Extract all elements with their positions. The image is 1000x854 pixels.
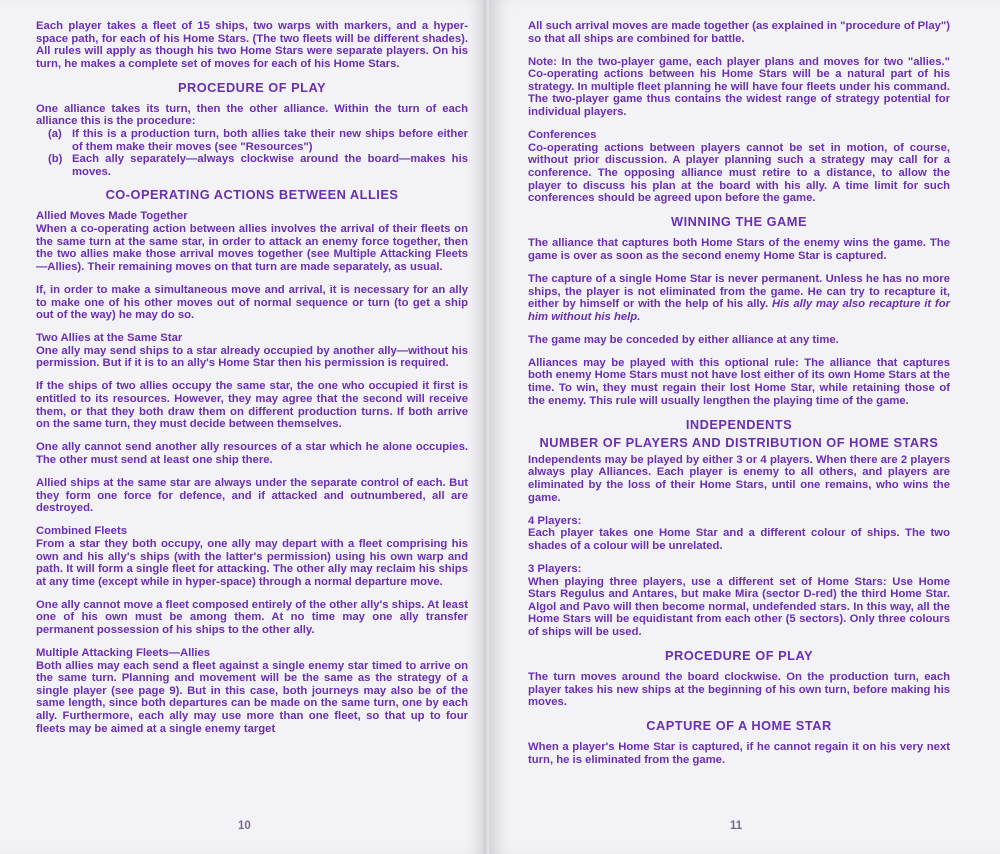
winning-paragraph-1: The alliance that captures both Home Stars of the enemy wins the game. The game is over as soon as the second enemy Home Star is captured.: [528, 237, 950, 262]
capture-heading: CAPTURE OF A HOME STAR: [646, 718, 832, 734]
winning-heading: WINNING THE GAME: [671, 214, 807, 230]
right-page: [490, 0, 1000, 854]
number-of-players-paragraph: Independents may be played by either 3 or 4 players. When there are 2 players always play Alliances. Each player is enemy to all others, and players are eliminated by the loss of their Home Stars, until one remains, who wins the game.: [528, 453, 950, 504]
allied-moves-paragraph-1: When a co-operating action between allies involves the arrival of their fleets on the same turn at the same star, in order to attack an enemy force together, then the two allies make those arrival moves together (see Multiple Attacking Fleets—Allies). Their remaining moves on that turn are made separately, as usual.: [36, 223, 468, 273]
arrival-paragraph: All such arrival moves are made together (as explained in "procedure of Play") so that all ships are combined for battle.: [528, 20, 950, 45]
two-allies-paragraph-3: One ally cannot send another ally resources of a star which he alone occupies. The other must send at least one ship there.: [36, 441, 468, 466]
item-text: If this is a production turn, both allies take their new ships before either of them make their moves (see "Resources"): [72, 128, 468, 153]
item-text: Each ally separately—always clockwise around the board—makes his moves.: [72, 153, 468, 178]
conferences-paragraph: Co-operating actions between players cannot be set in motion, of course, without prior discussion. A player planning such a strategy may call for a conference. The opposing alliance must retire to a distance, to allow the player to discuss his plan at the board with his ally. A time limit for such conferences should be agreed upon before the game.: [528, 141, 950, 205]
combined-fleets-paragraph-2: One ally cannot move a fleet composed entirely of the other ally's ships. At least one of his own must be among them. At no time may one ally transfer permanent possession of his ships to the other ally.: [36, 598, 468, 636]
capture-paragraph: When a player's Home Star is captured, if he cannot regain it on his very next turn, he is eliminated from the game.: [528, 741, 950, 766]
procedure-heading: PROCEDURE OF PLAY: [177, 79, 327, 95]
three-players-label: 3 Players:: [528, 562, 582, 575]
independents-heading: INDEPENDENTS: [685, 416, 793, 432]
allied-moves-heading: Allied Moves Made Together: [36, 210, 188, 223]
multiple-fleets-heading: Multiple Attacking Fleets—Allies: [36, 647, 211, 660]
coop-heading: CO-OPERATING ACTIONS BETWEEN ALLIES: [105, 187, 399, 203]
left-page: [0, 0, 486, 854]
multiple-fleets-paragraph: Both allies may each send a fleet against a single enemy star timed to arrive on the same turn. Planning and movement will be the same as the strategy of a single player (see page 9). But in this case, both journeys may also be of the same length, since both departures can be made on the same turn, one by each ally. Furthermore, each ally may use more than one fleet, so that up to four fleets may be aimed at a single enemy target: [36, 659, 468, 735]
allied-moves-paragraph-2: If, in order to make a simultaneous move and arrival, it is necessary for an ally to make one of his other moves out of normal sequence or turn (to get a ship out of the way) he may do so.: [36, 283, 468, 322]
winning-paragraph-4: Alliances may be played with this optional rule: The alliance that captures both enemy Home Stars must not have lost either of its own Home Stars at the time. To win, they must regain their lost Home Star, while retaining those of the enemy. This rule will usually lengthen the playing time of the game.: [528, 356, 950, 407]
winning-paragraph-2-text: The capture of a single Home Star is never permanent. Unless he has no more ships, the player is not eliminated from the game. He can try to recapture it, either by himself or with the help of his ally.: [528, 272, 950, 311]
two-allies-paragraph-4: Allied ships at the same star are always under the separate control of each. But they form one force for defence, and if attacked and outnumbered, all are destroyed.: [36, 477, 468, 515]
independents-procedure-heading: PROCEDURE OF PLAY: [664, 647, 814, 663]
conferences-heading: Conferences: [528, 129, 597, 142]
intro-paragraph: Each player takes a fleet of 15 ships, two warps with markers, and a hyper-space path, for each of his Home Stars. (The two fleets will be different shades). All rules will apply as though his two Home Stars were separate players. On his turn, he makes a complete set of moves for each of his Home Stars.: [36, 20, 468, 70]
winning-paragraph-2: [528, 273, 950, 323]
winning-paragraph-3: The game may be conceded by either alliance at any time.: [528, 333, 839, 346]
three-players-paragraph: When playing three players, use a different set of Home Stars: Use Home Stars Regulus and Antares, but make Mira (sector D-red) the third Home Star. Algol and Pavo will then become normal, undefended stars. In this way, all the Home Stars will be equidistant from each other (5 sectors). Only three colours of ships will be used.: [528, 575, 950, 638]
item-label: (b): [48, 153, 63, 166]
winning-paragraph-2-italic: His ally may also recapture it for him without his help.: [528, 298, 950, 323]
four-players-paragraph: Each player takes one Home Star and a different colour of ships. The two shades of a colour will be unrelated.: [528, 527, 950, 552]
procedure-item-a: [36, 128, 468, 153]
procedure-item-b: [36, 153, 468, 178]
item-label: (a): [48, 128, 62, 141]
two-player-note: Note: In the two-player game, each player plans and moves for two "allies." Co-operating actions between his Home Stars will be a natural part of his strategy. In multiple fleet planning he will have four fleets under his command. The two-player game thus contains the widest range of strategy potential for individual players.: [528, 55, 950, 119]
two-allies-paragraph-1: One ally may send ships to a star already occupied by another ally—without his permission. But if it is to an ally's Home Star then his permission is required.: [36, 344, 468, 370]
page-number: 11: [730, 820, 743, 832]
two-allies-heading: Two Allies at the Same Star: [36, 332, 183, 345]
page-number: 10: [238, 820, 251, 832]
procedure-list: [36, 128, 468, 178]
independents-procedure-paragraph: The turn moves around the board clockwise. On the production turn, each player takes his new ships at the beginning of his own turn, before making his moves.: [528, 670, 950, 709]
procedure-paragraph: One alliance takes its turn, then the other alliance. Within the turn of each alliance this is the procedure:: [36, 102, 468, 128]
two-allies-paragraph-2: If the ships of two allies occupy the same star, the one who occupied it first is entitled to its resources. However, they may agree that the second will receive them, or that they both draw them on different production turns. If both arrive on the same turn, they must decide between themselves.: [36, 380, 468, 431]
combined-fleets-heading: Combined Fleets: [36, 525, 128, 538]
number-of-players-heading: NUMBER OF PLAYERS AND DISTRIBUTION OF HOME STARS: [539, 434, 939, 450]
combined-fleets-paragraph-1: From a star they both occupy, one ally may depart with a fleet comprising his own and his ally's ships (with the latter's permission) using his own warp and path. It will form a single fleet for attacking. The other ally may reclaim his ships at any time (except while in hyper-space) through a normal departure move.: [36, 537, 468, 588]
four-players-label: 4 Players:: [528, 514, 582, 527]
